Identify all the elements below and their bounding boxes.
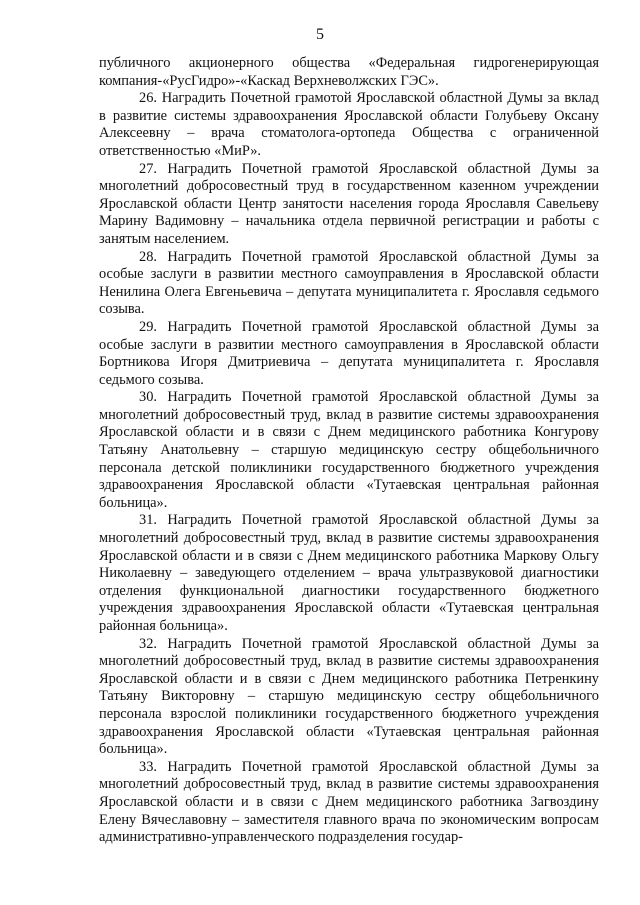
page-number: 5 xyxy=(316,26,324,43)
paragraph-item-30: 30. Наградить Почетной грамотой Ярославской областной Думы за многолетний добросовестный труд, вклад в развитие системы здравоохранения Ярославской области и в связи с Днем медицинского работника Конгурову Татьяну Анатольевну – старшую медицинскую сестру общебольничного персонала детской поликлиники государственного бюджетного учреждения здравоохранения Ярославской области «Тутаевская центральная районная больница». xyxy=(99,389,599,511)
paragraph-item-28: 28. Наградить Почетной грамотой Ярославской областной Думы за особые заслуги в развитии местного самоуправления в Ярославской области Ненилина Олега Евгеньевича – депутата муниципалитета г. Ярославля седьмого созыва. xyxy=(99,248,599,318)
paragraph-item-33: 33. Наградить Почетной грамотой Ярославской областной Думы за многолетний добросовестный труд, вклад в развитие системы здравоохранения Ярославской области и в связи с Днем медицинского работника Загвоздину Елену Вячеславовну – заместителя главного врача по экономическим вопросам административно-управленческого подразделения государ- xyxy=(99,758,599,846)
paragraph-item-27: 27. Наградить Почетной грамотой Ярославской областной Думы за многолетний добросовестный труд в государственном казенном учреждении Ярославской области Центр занятости населения города Ярославля Савельеву Марину Вадимовну – начальника отдела первичной регистрации и работы с занятым населением. xyxy=(99,160,599,247)
paragraph-item-29: 29. Наградить Почетной грамотой Ярославской областной Думы за особые заслуги в развитии местного самоуправления в Ярославской области Бортникова Игоря Дмитриевича – депутата муниципалитета г. Ярославля седьмого созыва. xyxy=(99,318,599,388)
paragraph-item-32: 32. Наградить Почетной грамотой Ярославской областной Думы за многолетний добросовестный труд, вклад в развитие системы здравоохранения Ярославской области и в связи с Днем медицинского работника Петренкину Татьяну Викторовну – старшую медицинскую сестру общебольничного персонала взрослой поликлиники государственного бюджетного учреждения здравоохранения Ярославской области «Тутаевская центральная районная больница». xyxy=(99,635,599,758)
paragraph-item-31: 31. Наградить Почетной грамотой Ярославской областной Думы за многолетний добросовестный труд, вклад в развитие системы здравоохранения Ярославской области и в связи с Днем медицинского работника Маркову Ольгу Николаевну – заведующего отделением – врача ультразвуковой диагностики отделения функциональной диагностики государственного бюджетного учреждения здравоохранения Ярославской области «Тутаевская центральная районная больница». xyxy=(99,512,599,634)
paragraph-continuation: публичного акционерного общества «Федеральная гидрогенерирующая компания-«РусГидро»-«Каскад Верхневолжских ГЭС». xyxy=(99,55,599,89)
document-body xyxy=(99,55,599,847)
paragraph-item-26: 26. Наградить Почетной грамотой Ярославской областной Думы за вклад в развитие системы здравоохранения Ярославской области Голубьеву Оксану Алексеевну – врача стоматолога-ортопеда Общества с ограниченной ответственностью «МиР». xyxy=(99,90,599,159)
